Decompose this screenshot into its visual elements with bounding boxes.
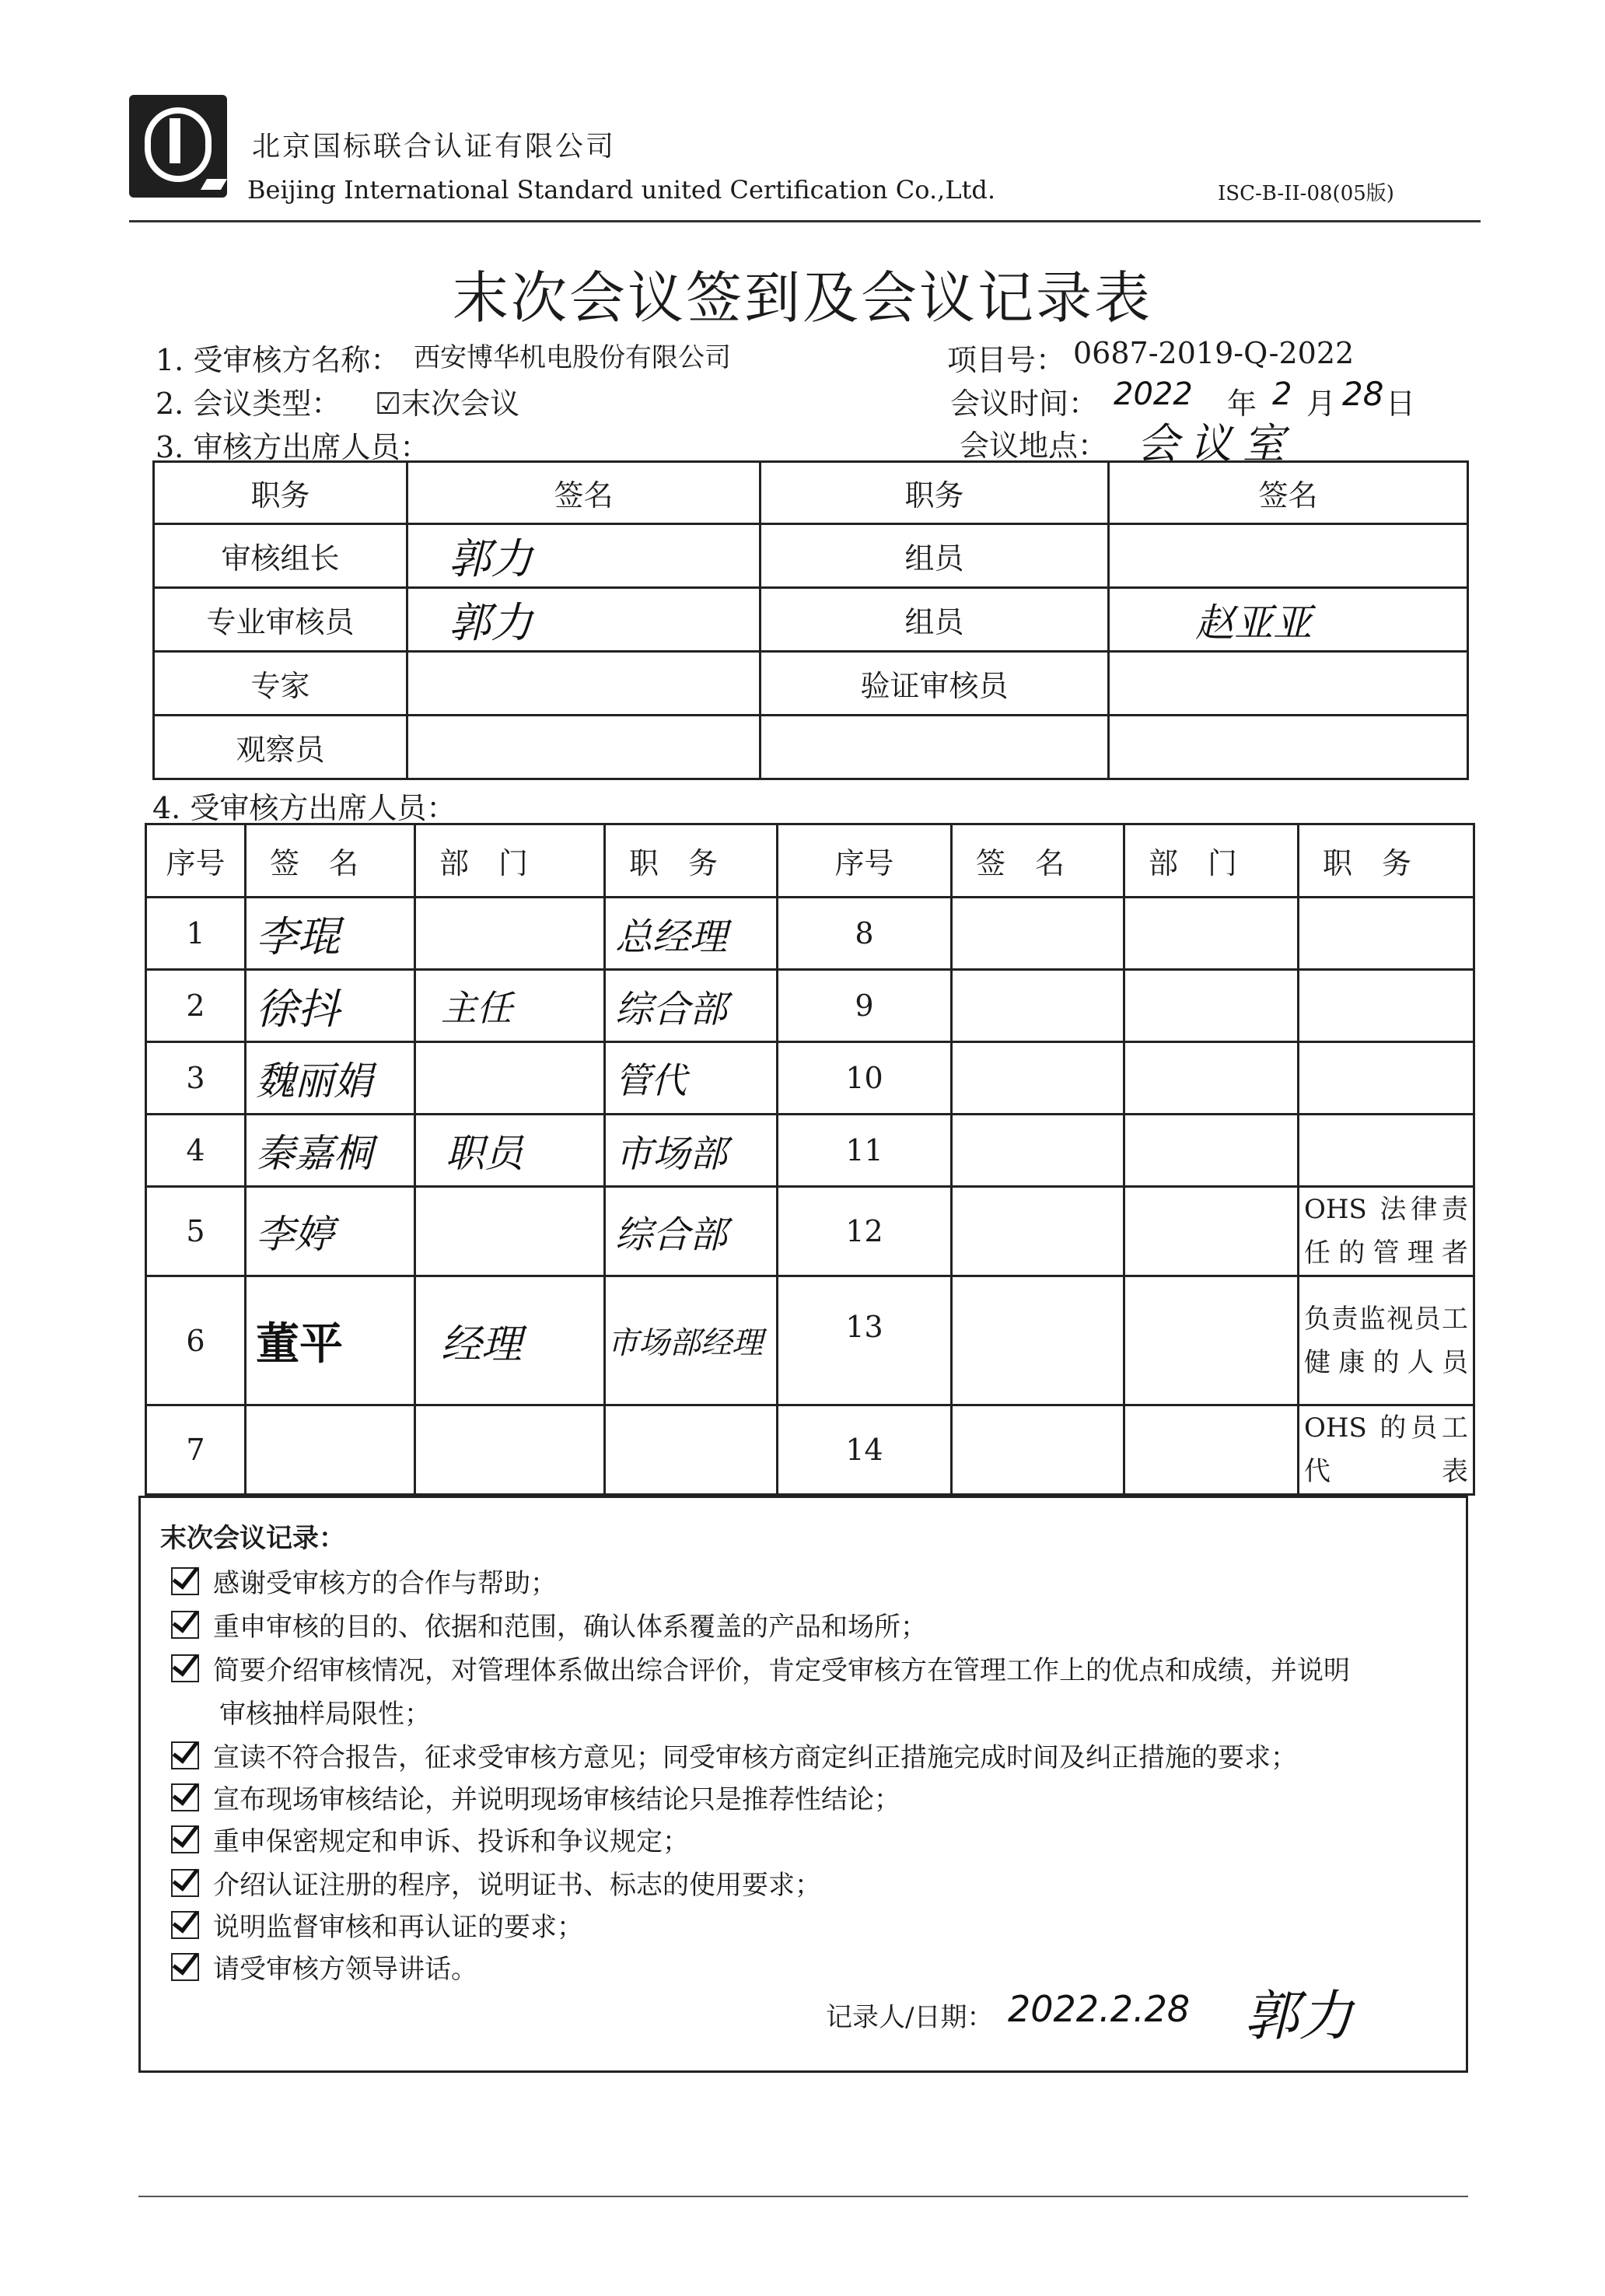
dept-cell xyxy=(1124,1115,1299,1187)
signature: 徐抖 xyxy=(256,984,340,1034)
header-dept-1-text: 部 门 xyxy=(439,846,529,880)
dept-cell xyxy=(415,1276,605,1405)
row-number: 12 xyxy=(778,1187,952,1276)
signature-cell xyxy=(952,898,1124,970)
audit-team-table xyxy=(152,460,1469,780)
header-duty-2 xyxy=(1299,824,1474,898)
recorder-date-label: 记录人/日期： xyxy=(826,2002,994,2033)
company-name-cn: 北京国标联合认证有限公司 xyxy=(252,131,617,163)
row-number: 4 xyxy=(146,1115,246,1187)
signature: 魏丽娟 xyxy=(256,1059,372,1104)
header-role-1: 职务 xyxy=(154,462,407,524)
record-item xyxy=(171,1906,583,1944)
record-item xyxy=(171,1820,689,1858)
signature-cell xyxy=(246,1187,415,1276)
signature-cell xyxy=(952,1187,1124,1276)
project-number-value: 0687-2019-Q-2022 xyxy=(1073,336,1355,370)
signature: 李琨 xyxy=(256,912,340,961)
row-number: 6 xyxy=(146,1276,246,1405)
meeting-type-label: 2. 会议类型： xyxy=(156,387,341,421)
meeting-time-day-unit: 日 xyxy=(1386,387,1416,421)
duty-cell xyxy=(605,1042,778,1115)
header-sign-2: 签名 xyxy=(1109,462,1468,524)
meeting-time-day: 28 xyxy=(1342,375,1384,413)
signature-cell xyxy=(246,1405,415,1495)
signature-cell xyxy=(407,652,761,716)
signature: 董平 xyxy=(256,1318,343,1370)
auditee-attendees-label: 4. 受审核方出席人员： xyxy=(152,791,456,825)
table-row xyxy=(146,898,1474,970)
dept-handwritten: 职员 xyxy=(446,1131,523,1176)
dept-cell xyxy=(1124,1187,1299,1276)
duty-cell: OHS 的员工代表 xyxy=(1299,1405,1474,1495)
record-item xyxy=(171,1649,1350,1687)
record-item-text: 介绍认证注册的程序，说明证书、标志的使用要求； xyxy=(213,1870,821,1901)
row-number: 5 xyxy=(146,1187,246,1276)
row-number: 10 xyxy=(778,1042,952,1115)
row-number: 7 xyxy=(146,1405,246,1495)
duty-cell xyxy=(1299,1042,1474,1115)
dept-cell xyxy=(415,1405,605,1495)
meeting-place-label: 会议地点： xyxy=(960,429,1108,463)
signature-cell xyxy=(1109,652,1468,716)
dept-handwritten: 主任 xyxy=(441,987,512,1029)
row-number: 9 xyxy=(778,970,952,1042)
dept-cell xyxy=(1124,970,1299,1042)
header-no-2: 序号 xyxy=(778,824,952,898)
duty-cell xyxy=(605,1405,778,1495)
duty-cell xyxy=(1299,898,1474,970)
meeting-record-title: 末次会议记录： xyxy=(160,1523,345,1554)
checkbox-checked-icon xyxy=(171,1783,199,1811)
dept-cell xyxy=(415,1187,605,1276)
dept-cell xyxy=(1124,1405,1299,1495)
table-row xyxy=(146,1042,1474,1115)
role-cell: 组员 xyxy=(761,588,1109,652)
meeting-time-year-unit: 年 xyxy=(1227,387,1257,421)
signature-cell xyxy=(952,1042,1124,1115)
record-item-continuation: 审核抽样局限性； xyxy=(219,1699,431,1730)
signature-cell xyxy=(1109,588,1468,652)
row-number: 8 xyxy=(778,898,952,970)
header-divider xyxy=(129,220,1481,222)
duty-cell xyxy=(605,1187,778,1276)
checkbox-checked-icon xyxy=(171,1953,199,1981)
duty-handwritten: 综合部 xyxy=(615,987,728,1031)
attendees-label: 3. 审核方出席人员： xyxy=(156,430,430,464)
role-cell: 专业审核员 xyxy=(154,588,407,652)
table-row xyxy=(146,1405,1474,1495)
header-role-2: 职务 xyxy=(761,462,1109,524)
header-sign-2 xyxy=(952,824,1124,898)
dept-cell xyxy=(415,898,605,970)
role-cell: 观察员 xyxy=(154,716,407,779)
duty-cell xyxy=(605,970,778,1042)
row-number: 13 xyxy=(778,1276,952,1405)
meeting-time-label: 会议时间： xyxy=(950,387,1099,421)
dept-cell xyxy=(415,1042,605,1115)
auditee-name-value: 西安博华机电股份有限公司 xyxy=(414,342,731,373)
checkbox-checked-icon xyxy=(171,1611,199,1639)
form-number: ISC-B-II-08(05版) xyxy=(1218,182,1394,205)
page-title: 末次会议签到及会议记录表 xyxy=(452,265,1152,331)
checkbox-checked-icon xyxy=(171,1825,199,1853)
company-logo-icon xyxy=(129,95,227,198)
header-duty-1-text: 职 务 xyxy=(629,846,719,880)
checkbox-checked-icon xyxy=(171,1567,199,1595)
row-number: 2 xyxy=(146,970,246,1042)
record-item-text: 宣读不符合报告，征求受审核方意见；同受审核方商定纠正措施完成时间及纠正措施的要求； xyxy=(213,1742,1297,1773)
header-dept-1 xyxy=(415,824,605,898)
signature-cell xyxy=(246,898,415,970)
attendees-header-row xyxy=(146,824,1474,898)
meeting-time-month-unit: 月 xyxy=(1306,387,1337,421)
meeting-time-month: 2 xyxy=(1272,376,1292,412)
record-item-text: 重申保密规定和申诉、投诉和争议规定； xyxy=(213,1826,689,1857)
signature: 李婷 xyxy=(256,1212,334,1257)
audit-team-header-row xyxy=(154,462,1468,524)
signature-cell xyxy=(1109,716,1468,779)
duty-handwritten: 总经理 xyxy=(615,915,728,959)
role-cell xyxy=(761,716,1109,779)
duty-handwritten: 市场部 xyxy=(615,1132,728,1176)
record-item-text: 说明监督审核和再认证的要求； xyxy=(213,1912,583,1943)
duty-cell xyxy=(1299,970,1474,1042)
duty-cell xyxy=(605,898,778,970)
record-item-text: 重申审核的目的、依据和范围，确认体系覆盖的产品和场所； xyxy=(213,1612,927,1643)
project-number-label: 项目号： xyxy=(947,343,1066,377)
table-row xyxy=(146,1276,1474,1405)
header-no-1: 序号 xyxy=(146,824,246,898)
signature-cell xyxy=(952,1276,1124,1405)
duty-cell: OHS 法律责任的管理者 xyxy=(1299,1187,1474,1276)
meeting-time-year: 2022 xyxy=(1114,376,1193,412)
bottom-divider xyxy=(138,2196,1468,2197)
table-row xyxy=(146,1115,1474,1187)
auditee-attendees-table xyxy=(145,823,1475,1496)
duty-cell xyxy=(1299,1115,1474,1187)
signature: 秦嘉桐 xyxy=(256,1131,372,1176)
signature-cell xyxy=(1109,524,1468,588)
header-sign-1: 签名 xyxy=(407,462,761,524)
record-item-text: 简要介绍审核情况，对管理体系做出综合评价，肯定受审核方在管理工作上的优点和成绩，并说明 xyxy=(213,1655,1350,1686)
role-cell: 组员 xyxy=(761,524,1109,588)
record-item-text: 感谢受审核方的合作与帮助； xyxy=(213,1568,557,1599)
signature-cell xyxy=(246,1276,415,1405)
signature: 郭力 xyxy=(449,534,533,583)
checkbox-checked-icon xyxy=(171,1741,199,1769)
signature-cell xyxy=(952,1405,1124,1495)
duty-cell xyxy=(605,1276,778,1405)
checkbox-checked-icon xyxy=(171,1654,199,1682)
recorder-date-value: 2022.2.28 xyxy=(1008,1988,1191,2030)
table-row xyxy=(146,1187,1474,1276)
signature-cell xyxy=(952,970,1124,1042)
signature-cell xyxy=(952,1115,1124,1187)
record-item xyxy=(171,1562,557,1600)
row-number: 3 xyxy=(146,1042,246,1115)
header-sign-1-text: 签 名 xyxy=(270,846,359,880)
table-row xyxy=(146,970,1474,1042)
meeting-type-value: ☑末次会议 xyxy=(375,387,520,421)
dept-handwritten: 经理 xyxy=(441,1321,523,1368)
header-dept-2-text: 部 门 xyxy=(1149,846,1238,880)
dept-cell xyxy=(415,970,605,1042)
row-number: 1 xyxy=(146,898,246,970)
role-cell: 验证审核员 xyxy=(761,652,1109,716)
role-cell: 专家 xyxy=(154,652,407,716)
row-number: 14 xyxy=(778,1405,952,1495)
record-item-text: 宣布现场审核结论，并说明现场审核结论只是推荐性结论； xyxy=(213,1784,900,1815)
signature-cell xyxy=(407,588,761,652)
duty-cell: 负责监视员工健康的人员 xyxy=(1299,1276,1474,1405)
role-cell: 审核组长 xyxy=(154,524,407,588)
signature: 赵亚亚 xyxy=(1195,600,1312,646)
meeting-place-value: 会议室 xyxy=(1137,419,1296,468)
signature-cell xyxy=(407,524,761,588)
row-number: 11 xyxy=(778,1115,952,1187)
record-item xyxy=(171,1605,927,1643)
signature-cell xyxy=(407,716,761,779)
checkbox-checked-icon xyxy=(171,1869,199,1897)
recorder-signature: 郭力 xyxy=(1244,1984,1353,2048)
signature-cell xyxy=(246,970,415,1042)
checkbox-checked-icon xyxy=(171,1911,199,1939)
company-name-en: Beijing International Standard united Certification Co.,Ltd. xyxy=(247,175,996,205)
record-item xyxy=(171,1864,821,1902)
duty-handwritten: 管代 xyxy=(615,1059,687,1101)
header-duty-1 xyxy=(605,824,778,898)
table-row xyxy=(154,524,1468,588)
header-sign-1 xyxy=(246,824,415,898)
duty-handwritten: 市场部经理 xyxy=(607,1325,763,1361)
dept-cell xyxy=(415,1115,605,1187)
dept-cell xyxy=(1124,1042,1299,1115)
table-row xyxy=(154,588,1468,652)
record-item xyxy=(171,1948,477,1986)
signature: 郭力 xyxy=(449,598,533,647)
record-item xyxy=(171,1778,900,1816)
table-row xyxy=(154,716,1468,779)
auditee-name-label: 1. 受审核方名称： xyxy=(156,343,400,377)
duty-handwritten: 综合部 xyxy=(615,1213,728,1257)
table-row xyxy=(154,652,1468,716)
dept-cell xyxy=(1124,1276,1299,1405)
dept-cell xyxy=(1124,898,1299,970)
duty-cell xyxy=(605,1115,778,1187)
header-sign-2-text: 签 名 xyxy=(976,846,1065,880)
signature-cell xyxy=(246,1115,415,1187)
header-dept-2 xyxy=(1124,824,1299,898)
record-item xyxy=(171,1736,1297,1774)
record-item-text: 请受审核方领导讲话。 xyxy=(213,1954,477,1985)
header-duty-2-text: 职 务 xyxy=(1323,846,1412,880)
signature-cell xyxy=(246,1042,415,1115)
